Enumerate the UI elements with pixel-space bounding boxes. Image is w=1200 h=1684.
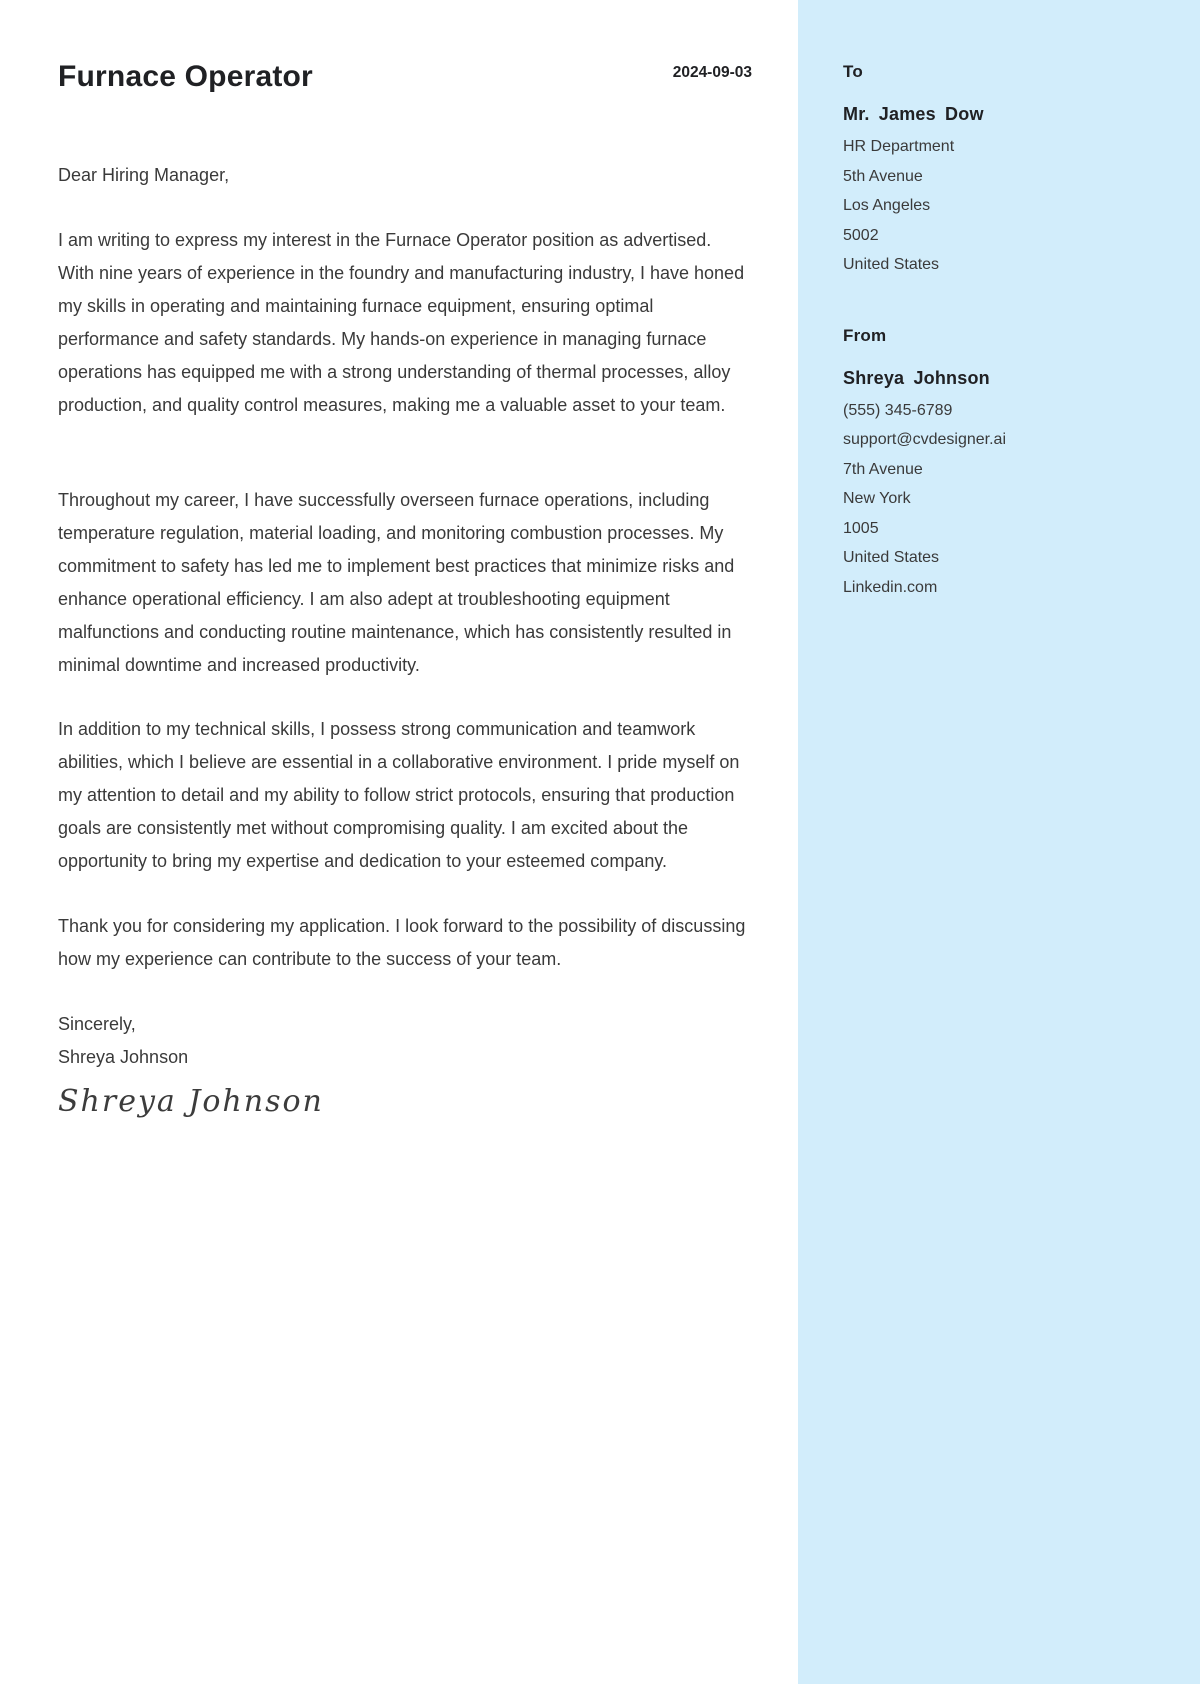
to-label: To (843, 62, 863, 81)
recipient-section (843, 62, 1162, 280)
recipient-zip: 5002 (843, 226, 879, 244)
letter-date: 2024-09-03 (672, 64, 752, 81)
letter-paragraph: In addition to my technical skills, I possess strong communication and teamwork abilities, which I believe are essential in a collaborative environment. I pride myself on my attention to detail and my ability to follow strict protocols, ensuring that production goals are consistently met without compromising quality. I am excited about the opportunity to bring my expertise and dedication to your esteemed company. (58, 719, 740, 871)
sender-zip: 1005 (843, 519, 879, 537)
greeting-line: Dear Hiring Manager, (58, 165, 230, 185)
recipient-name: Mr. James Dow (843, 104, 984, 124)
sender-street: 7th Avenue (843, 460, 923, 478)
contact-sidebar (798, 0, 1200, 1684)
closing-salutation: Sincerely, (58, 1014, 136, 1034)
page-title: Furnace Operator (58, 60, 313, 93)
sender-email: support@cvdesigner.ai (843, 431, 1006, 448)
sender-country: United States (843, 549, 940, 566)
letter-paragraph: Thank you for considering my application. I look forward to the possibility of discussing how my experience can contribute to the success of your team. (58, 916, 746, 969)
sender-name: Shreya Johnson (843, 367, 990, 388)
recipient-country: United States (843, 256, 940, 273)
letter-paragraph: I am writing to express my interest in the Furnace Operator position as advertised. With nine years of experience in the foundry and manufacturing industry, I have honed my skills in operating and maintaining furnace equipment, ensuring optimal performance and safety standards. My hands-on experience in managing furnace operations has equipped me with a strong understanding of thermal processes, alloy production, and quality control measures, making me a valuable asset to your team. (58, 230, 745, 415)
sender-city: New York (843, 490, 911, 507)
letter-body-column (0, 0, 798, 1119)
recipient-street: 5th Avenue (843, 167, 923, 185)
sender-phone: (555) 345-6789 (843, 401, 953, 419)
closing-block (58, 1008, 752, 1074)
letter-paragraph: Throughout my career, I have successfully overseen furnace operations, including temperature regulation, material loading, and monitoring combustion processes. My commitment to safety has led me to implement best practices that minimize risks and enhance operational efficiency. I am also adept at troubleshooting equipment malfunctions and conducting routine maintenance, which has consistently resulted in minimal downtime and increased productivity. (58, 490, 735, 675)
handwritten-signature: Shreya Johnson (58, 1084, 324, 1119)
letter-header (58, 58, 752, 96)
sender-linkedin: Linkedin.com (843, 578, 938, 596)
recipient-city: Los Angeles (843, 197, 931, 214)
sender-section (843, 326, 1162, 603)
recipient-department: HR Department (843, 138, 955, 155)
closing-name: Shreya Johnson (58, 1047, 189, 1067)
from-label: From (843, 325, 887, 345)
